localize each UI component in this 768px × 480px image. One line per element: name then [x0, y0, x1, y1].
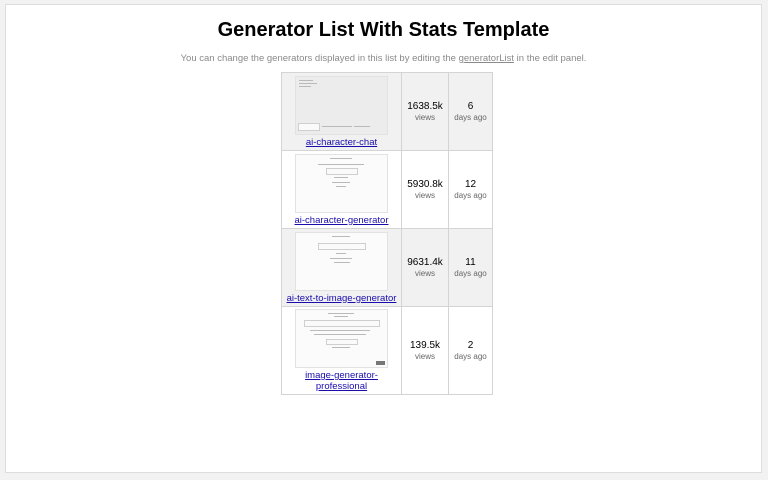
- age-cell: [449, 73, 493, 151]
- subtitle-text-before: You can change the generators displayed in this list by editing the: [180, 53, 459, 64]
- page-subtitle: [6, 53, 761, 64]
- generator-link[interactable]: ai-character-generator: [294, 214, 389, 226]
- table-row: [282, 229, 493, 307]
- views-label: views: [414, 113, 435, 122]
- age-count: 12: [464, 179, 477, 190]
- views-cell: [402, 73, 449, 151]
- views-count: 5930.8k: [407, 179, 443, 190]
- generator-link[interactable]: ai-text-to-image-generator: [286, 292, 397, 304]
- generator-list-code: generatorList: [458, 53, 515, 64]
- table-row: [282, 73, 493, 151]
- main-panel: [5, 4, 762, 473]
- generator-link[interactable]: image-generator-professional: [305, 370, 378, 392]
- thumbnail-cell: [282, 307, 402, 395]
- views-label: views: [414, 352, 435, 361]
- generator-thumbnail[interactable]: [295, 309, 388, 368]
- generator-thumbnail[interactable]: [295, 232, 388, 291]
- views-cell: [402, 229, 449, 307]
- thumbnail-cell: [282, 151, 402, 229]
- table-row: [282, 151, 493, 229]
- views-cell: [402, 307, 449, 395]
- subtitle-text-after: in the edit panel.: [514, 53, 587, 64]
- age-cell: [449, 229, 493, 307]
- views-count: 1638.5k: [407, 101, 443, 112]
- age-cell: [449, 307, 493, 395]
- thumbnail-cell: [282, 229, 402, 307]
- age-label: days ago: [454, 352, 487, 361]
- thumbnail-cell: [282, 73, 402, 151]
- views-label: views: [414, 269, 435, 278]
- generator-thumbnail[interactable]: [295, 76, 388, 135]
- generator-thumbnail[interactable]: [295, 154, 388, 213]
- age-label: days ago: [454, 113, 487, 122]
- views-count: 9631.4k: [407, 257, 443, 268]
- age-cell: [449, 151, 493, 229]
- age-label: days ago: [454, 269, 487, 278]
- page-title: Generator List With Stats Template: [217, 19, 550, 41]
- age-count: 11: [465, 257, 476, 268]
- generator-link[interactable]: ai-character-chat: [305, 136, 378, 148]
- views-cell: [402, 151, 449, 229]
- table-row: [282, 307, 493, 395]
- views-label: views: [414, 191, 435, 200]
- age-label: days ago: [454, 191, 487, 200]
- views-count: 139.5k: [409, 340, 441, 351]
- age-count: 2: [467, 340, 474, 351]
- generator-table: [281, 72, 493, 395]
- age-count: 6: [467, 101, 474, 112]
